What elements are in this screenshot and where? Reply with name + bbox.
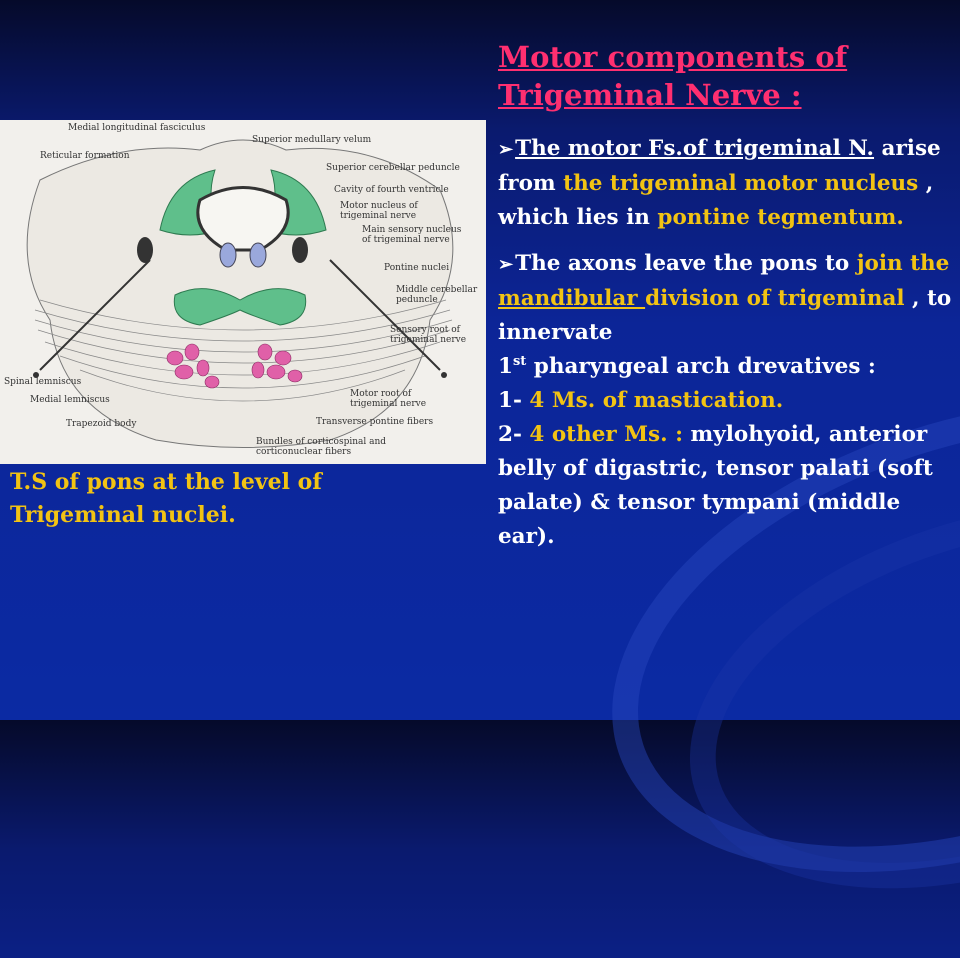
- para2-part-h: pharyngeal arch drevatives :: [526, 354, 876, 379]
- label-bundles-2: corticonuclear fibers: [256, 447, 352, 457]
- para2-part-d: division of trigeminal: [645, 286, 905, 311]
- label-bundles: Bundles of corticospinal and: [256, 437, 387, 447]
- para2-part-l: 4 other Ms. :: [529, 422, 691, 447]
- para1-part-b: arise from: [498, 136, 941, 196]
- para2-part-g: st: [512, 353, 527, 369]
- para1-part-d: , which lies in: [498, 171, 934, 230]
- pons-diagram: [0, 120, 486, 464]
- para2-part-f: 1: [498, 354, 513, 379]
- right-sensory-nucleus: [292, 237, 308, 263]
- title-line-2: Trigeminal Nerve :: [498, 78, 802, 112]
- caption-line-1: T.S of pons at the level of: [10, 469, 322, 495]
- slide-title: [498, 38, 956, 114]
- label-sup-peduncle: Superior cerebellar peduncle: [326, 163, 460, 173]
- para2-part-m: mylohyoid, anterior belly of digastric, tensor palati (soft palate) & tensor tympani (middle ear).: [498, 422, 933, 549]
- paragraph-motor-fibers: [498, 132, 956, 235]
- label-mid-peduncle: Middle cerebellar: [396, 285, 478, 295]
- para2-part-i: 1-: [498, 388, 530, 413]
- label-sensory-nucleus: Main sensory nucleus: [362, 225, 462, 235]
- label-motor-nucleus-2: trigeminal nerve: [340, 211, 417, 221]
- para2-part-a: The axons leave the pons to: [515, 251, 857, 276]
- label-cavity: Cavity of fourth ventricle: [334, 185, 449, 195]
- left-motor-nucleus: [220, 243, 236, 267]
- label-pontine-nuclei: Pontine nuclei: [384, 263, 450, 273]
- label-mlf: Medial longitudinal fasciculus: [68, 123, 206, 133]
- label-reticular: Reticular formation: [40, 151, 130, 161]
- para2-part-c: mandibular: [498, 286, 646, 311]
- paragraph-axons: [498, 247, 956, 554]
- label-sensory-root-2: trigeminal nerve: [390, 335, 467, 345]
- para2-part-j: 4 Ms. of mastication.: [529, 388, 784, 413]
- fourth-ventricle: [198, 188, 288, 251]
- label-spinal-lemniscus: Spinal lemniscus: [4, 377, 82, 387]
- label-velum: Superior medullary velum: [252, 135, 372, 145]
- label-transverse-fibers: Transverse pontine fibers: [316, 417, 434, 427]
- right-root-end: [441, 372, 447, 378]
- right-motor-nucleus: [250, 243, 266, 267]
- label-mid-peduncle-2: peduncle: [396, 295, 438, 305]
- label-motor-root: Motor root of: [350, 389, 412, 399]
- para1-part-a: The motor Fs.of trigeminal N.: [515, 136, 875, 161]
- label-sensory-nucleus-2: of trigeminal nerve: [362, 235, 450, 245]
- label-trapezoid: Trapezoid body: [66, 419, 137, 429]
- title-line-1: Motor components of: [498, 40, 848, 74]
- figure-caption: [10, 466, 390, 532]
- label-motor-root-2: trigeminal nerve: [350, 399, 427, 409]
- para2-part-k: 2-: [498, 422, 530, 447]
- pons-section-figure: [0, 120, 486, 464]
- label-sensory-root: Sensory root of: [390, 325, 460, 335]
- para2-part-b: join the: [856, 251, 950, 276]
- label-medial-lemniscus: Medial lemniscus: [30, 395, 110, 405]
- text-content: [498, 38, 956, 566]
- arrow-bullet-icon: ➢: [498, 139, 514, 160]
- caption-line-2: Trigeminal nuclei.: [10, 502, 236, 528]
- label-motor-nucleus: Motor nucleus of: [340, 201, 418, 211]
- para1-part-e: pontine tegmentum.: [657, 205, 904, 230]
- para2-part-e: , to innervate: [498, 286, 952, 345]
- para1-part-c: the trigeminal motor nucleus: [563, 171, 919, 196]
- left-sensory-nucleus: [137, 237, 153, 263]
- arrow-bullet-icon: ➢: [498, 254, 514, 275]
